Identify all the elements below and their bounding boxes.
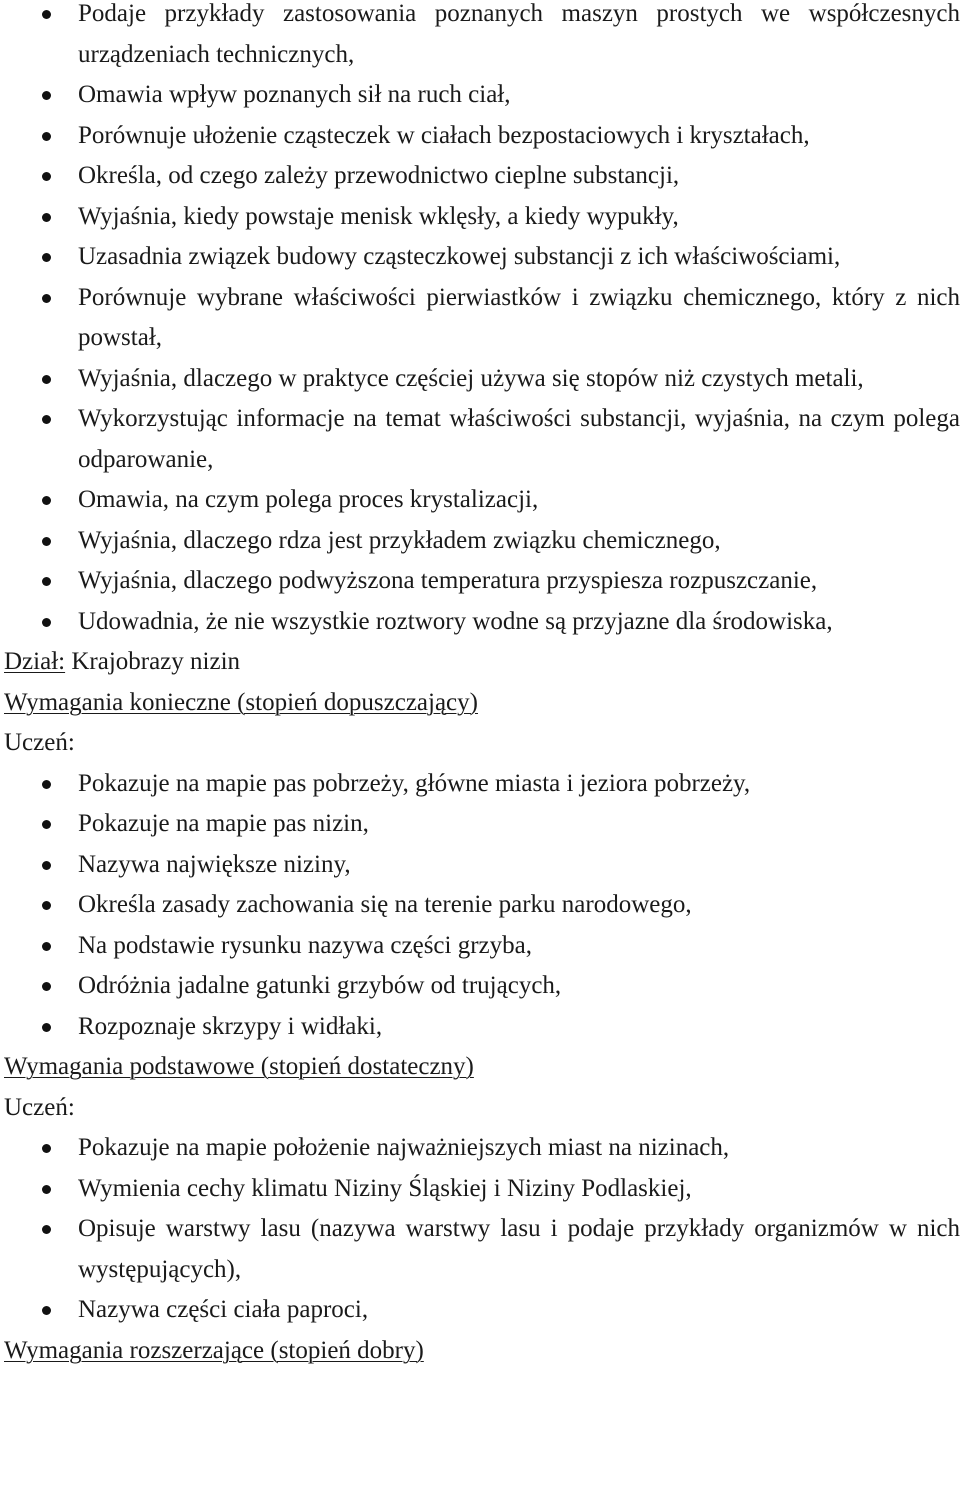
bullet-icon — [42, 1185, 51, 1194]
bullet-icon — [42, 253, 51, 262]
list-item: Pokazuje na mapie pas nizin, — [4, 804, 960, 845]
requirements-list-basic — [4, 764, 960, 1048]
list-item: Określa zasady zachowania się na terenie parku narodowego, — [4, 885, 960, 926]
bullet-icon — [42, 10, 51, 19]
list-item: Porównuje wybrane właściwości pierwiastków i związku chemicznego, który z nich powstał, — [4, 278, 960, 359]
section-label: Dział: — [4, 648, 66, 675]
bullet-icon — [42, 172, 51, 181]
list-item: Rozpoznaje skrzypy i widłaki, — [4, 1007, 960, 1048]
list-item: Odróżnia jadalne gatunki grzybów od trujących, — [4, 966, 960, 1007]
bullet-icon — [42, 861, 51, 870]
list-item: Nazywa największe niziny, — [4, 845, 960, 886]
bullet-icon — [42, 213, 51, 222]
list-item: Uzasadnia związek budowy cząsteczkowej substancji z ich właściwościami, — [4, 237, 960, 278]
bullet-icon — [42, 780, 51, 789]
bullet-icon — [42, 942, 51, 951]
requirements-heading-standard: Wymagania podstawowe (stopień dostateczny) — [4, 1053, 474, 1080]
student-label: Uczeń: — [4, 1093, 75, 1121]
bullet-icon — [42, 496, 51, 505]
bullet-icon — [42, 132, 51, 141]
bullet-icon — [42, 820, 51, 829]
list-item: Nazywa części ciała paproci, — [4, 1290, 960, 1331]
bullet-icon — [42, 91, 51, 100]
list-item: Na podstawie rysunku nazywa części grzyba, — [4, 926, 960, 967]
bullet-icon — [42, 375, 51, 384]
section-title — [4, 642, 960, 683]
bullet-icon — [42, 1023, 51, 1032]
section-name: Krajobrazy nizin — [71, 648, 241, 675]
bullet-icon — [42, 618, 51, 627]
list-item: Wyjaśnia, dlaczego podwyższona temperatura przyspiesza rozpuszczanie, — [4, 561, 960, 602]
requirements-list-physics-chemistry — [4, 0, 960, 642]
bullet-icon — [42, 1144, 51, 1153]
list-item: Wyjaśnia, kiedy powstaje menisk wklęsły, a kiedy wypukły, — [4, 197, 960, 238]
bullet-icon — [42, 1306, 51, 1315]
list-item: Pokazuje na mapie pas pobrzeży, główne miasta i jeziora pobrzeży, — [4, 764, 960, 805]
student-label: Uczeń: — [4, 729, 75, 756]
list-item: Pokazuje na mapie położenie najważniejszych miast na nizinach, — [4, 1128, 960, 1169]
list-item: Opisuje warstwy lasu (nazywa warstwy lasu i podaje przykłady organizmów w nich występujących), — [4, 1209, 960, 1290]
list-item: Podaje przykłady zastosowania poznanych maszyn prostych we współczesnych urządzeniach technicznych, — [4, 0, 960, 75]
list-item: Omawia wpływ poznanych sił na ruch ciał, — [4, 75, 960, 116]
list-item: Wyjaśnia, dlaczego w praktyce częściej używa się stopów niż czystych metali, — [4, 359, 960, 400]
list-item: Udowadnia, że nie wszystkie roztwory wodne są przyjazne dla środowiska, — [4, 602, 960, 643]
list-item: Wymienia cechy klimatu Niziny Śląskiej i Niziny Podlaskiej, — [4, 1169, 960, 1210]
list-item: Porównuje ułożenie cząsteczek w ciałach bezpostaciowych i kryształach, — [4, 116, 960, 157]
list-item: Wykorzystując informacje na temat właściwości substancji, wyjaśnia, na czym polega odparowanie, — [4, 399, 960, 480]
bullet-icon — [42, 294, 51, 303]
bullet-icon — [42, 537, 51, 546]
list-item: Omawia, na czym polega proces krystalizacji, — [4, 480, 960, 521]
requirements-heading-basic: Wymagania konieczne (stopień dopuszczający) — [4, 688, 478, 716]
requirements-heading-extended: Wymagania rozszerzające (stopień dobry) — [4, 1336, 424, 1364]
bullet-icon — [42, 577, 51, 586]
list-item: Wyjaśnia, dlaczego rdza jest przykładem związku chemicznego, — [4, 521, 960, 562]
bullet-icon — [42, 982, 51, 991]
requirements-list-standard — [4, 1128, 960, 1331]
bullet-icon — [42, 1225, 51, 1234]
bullet-icon — [42, 901, 51, 910]
bullet-icon — [42, 415, 51, 424]
list-item: Określa, od czego zależy przewodnictwo cieplne substancji, — [4, 156, 960, 197]
